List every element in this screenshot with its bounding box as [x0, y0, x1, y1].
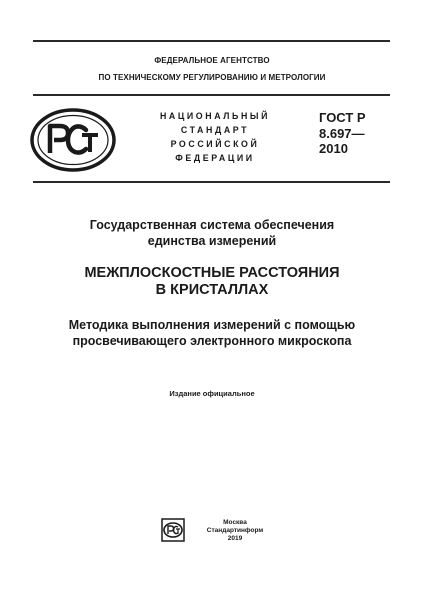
publisher-info: [200, 519, 270, 544]
main-title-line-1: МЕЖПЛОСКОСТНЫЕ РАССТОЯНИЯ: [84, 265, 340, 281]
publisher-city: Москва: [223, 519, 247, 526]
gost-line-1: ГОСТ Р: [319, 110, 366, 125]
publisher-name: Стандартинформ: [206, 527, 264, 535]
header-rule: [33, 94, 390, 96]
national-standard-label: [150, 109, 280, 165]
system-title-line-2: единства измерений: [147, 234, 277, 248]
top-rule: [33, 40, 390, 42]
national-line-3: РОССИЙСКОЙ: [170, 139, 260, 149]
main-title: [0, 265, 424, 299]
gost-line-3: 2010: [319, 141, 348, 156]
agency-line-1: ФЕДЕРАЛЬНОЕ АГЕНТСТВО: [154, 56, 270, 65]
national-line-2: СТАНДАРТ: [180, 125, 250, 135]
gost-line-2: 8.697—: [319, 125, 365, 141]
rst-logo-icon: [30, 108, 116, 172]
method-title: [0, 317, 424, 349]
standard-rule: [33, 181, 390, 183]
edition-label: Издание официальное: [169, 389, 255, 398]
system-title-line-1: Государственная система обеспечения: [89, 218, 335, 232]
publisher-logo-icon: [161, 518, 185, 542]
system-title: [0, 217, 424, 249]
method-title-line-2: просвечивающего электронного микроскопа: [72, 334, 352, 348]
national-line-1: НАЦИОНАЛЬНЫЙ: [159, 111, 271, 121]
method-title-line-1: Методика выполнения измерений с помощью: [68, 318, 356, 332]
agency-line-2: ПО ТЕХНИЧЕСКОМУ РЕГУЛИРОВАНИЮ И МЕТРОЛОГИИ: [98, 73, 326, 82]
publisher-year: 2019: [227, 535, 243, 543]
main-title-line-2: В КРИСТАЛЛАХ: [155, 282, 269, 298]
gost-number: [319, 110, 366, 157]
national-line-4: ФЕДЕРАЦИИ: [175, 153, 255, 163]
